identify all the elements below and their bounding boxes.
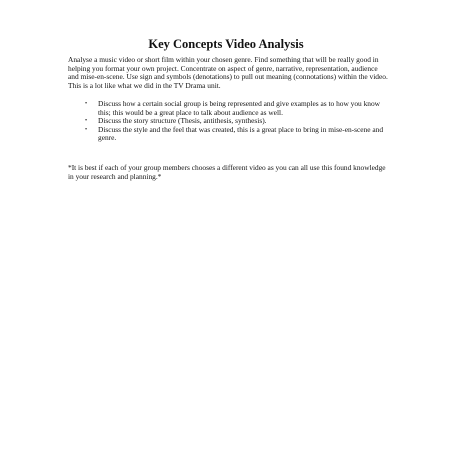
bullet-icon: • (85, 118, 88, 125)
bullet-icon: • (85, 101, 88, 107)
bullet-icon: • (85, 126, 88, 133)
list-item-text: Discuss the style and the feel that was created, this is a great place to bring in mise-en-scene and genre. (98, 124, 384, 143)
list-item-text: Discuss the story structure (Thesis, antithesis, synthesis). (98, 116, 267, 126)
task-list (83, 100, 393, 143)
intro-paragraph: Analyse a music video or short film within your chosen genre. Find something that will be really good in helping you format your own project. Concentrate on aspect of genre, narrative, representation, audience and mise-en-scene. Use sign and symbols (denotations) to pull out meaning (connotations) within the video. This is a lot like what we did in the TV Drama unit. (68, 55, 388, 90)
group-note: *It is best if each of your group members chooses a different video as you can all use this found knowledge in your research and planning.* (68, 163, 386, 181)
list-item (83, 100, 393, 117)
document-title: Key Concepts Video Analysis (148, 37, 304, 51)
list-item-text: Discuss how a certain social group is being represented and give examples as to how you know this; this would be a great place to talk about audience as well. (98, 99, 381, 117)
list-item (83, 126, 393, 143)
